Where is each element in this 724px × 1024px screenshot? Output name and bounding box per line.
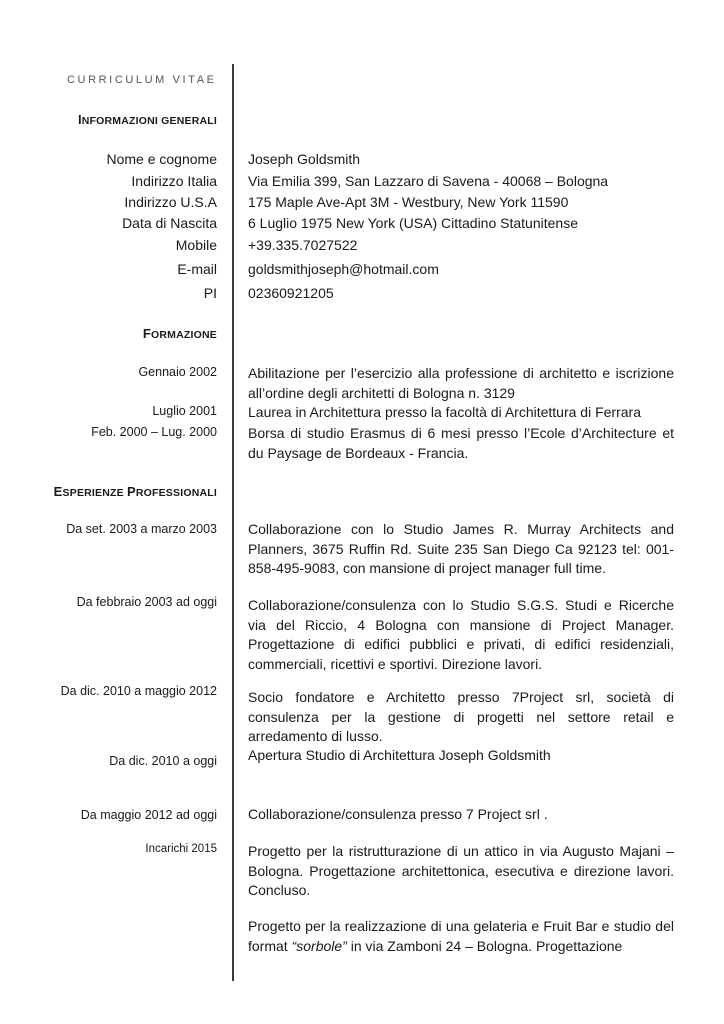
education-text: Borsa di studio Erasmus di 6 mesi presso l’Ecole d’Architecture et du Paysage de Bordeaux - Francia. [248,425,674,461]
experience-text: Collaborazione con lo Studio James R. Murray Architects and Planners, 3675 Ruffin Rd. Suite 235 San Diego Ca 92123 tel: 001-858-495-9083, con mansione di project manager full time. [248,521,674,576]
label-mobile: Mobile [175,237,217,253]
heading-rest: ORMAZIONE [151,329,217,341]
section-heading-general [78,112,217,127]
experience-text: Apertura Studio di Architettura Joseph Goldsmith [248,747,551,763]
experience-text: Collaborazione/consulenza con lo Studio S.G.S. Studi e Ricerche via del Riccio, 4 Bologna con mansione di Project Manager. Progettazione di edifici pubblici e privati, di edifici residenziali, commerciali, ricettivi e sportivi. Direzione lavori. [248,597,674,672]
experience-date: Da dic. 2010 a oggi [109,754,217,768]
label-birth: Data di Nascita [122,215,217,231]
heading-rest: ROFESSIONALI [135,487,217,499]
value-address-italy: Via Emilia 399, San Lazzaro di Savena - 40068 – Bologna [248,173,609,189]
last-project-format-name: “sorbole” [291,937,347,954]
vertical-divider [232,64,234,981]
heading-initial: I [77,112,82,127]
experience-date: Da febbraio 2003 ad oggi [76,595,217,609]
heading-initial: E [53,484,63,499]
education-text: Abilitazione per l’esercizio alla professione di architetto e iscrizione all’ordine degli architetti di Bologna n. 3129 [248,365,674,401]
education-date: Luglio 2001 [152,404,217,418]
education-date: Gennaio 2002 [138,365,217,379]
label-pi: PI [203,285,217,301]
section-heading-experience [54,484,217,499]
last-project-text-start: Progetto per la realizzazione di una gelateria e Fruit Bar e studio del format [248,918,674,954]
document-title: CURRICULUM VITAE [67,74,217,86]
experience-text: Socio fondatore e Architetto presso 7Project srl, società di consulenza per la gestione di progetti nel settore retail e arredamento di lusso. [248,689,674,744]
experience-text: Progetto per la ristrutturazione di un attico in via Augusto Majani – Bologna. Progettazione architettonica, esecutiva e direzione lavori. Concluso. [248,843,674,898]
experience-date: Da set. 2003 a marzo 2003 [66,522,217,536]
section-heading-education [143,326,217,341]
education-date: Feb. 2000 – Lug. 2000 [91,425,217,439]
label-address-usa: Indirizzo U.S.A [124,194,217,210]
value-email: goldsmithjoseph@hotmail.com [248,261,439,277]
education-text: Laurea in Architettura presso la facoltà di Architettura di Ferrara [248,404,641,420]
experience-date: Da maggio 2012 ad oggi [80,808,217,822]
experience-date: Da dic. 2010 a maggio 2012 [60,684,217,698]
last-project-text-end: in via Zamboni 24 – Bologna. Progettazione [346,937,623,954]
heading-rest: NFORMAZIONI GENERALI [81,115,217,127]
value-birth: 6 Luglio 1975 New York (USA) Cittadino Statunitense [248,215,578,231]
heading-initial: F [142,326,152,341]
heading-rest: SPERIENZE [62,487,127,499]
experience-text-last [248,917,674,956]
label-name: Nome e cognome [106,151,217,167]
value-pi: 02360921205 [248,285,334,301]
value-address-usa: 175 Maple Ave-Apt 3M - Westbury, New York 11590 [248,194,569,210]
experience-text: Collaborazione/consulenza presso 7 Project srl . [248,806,548,822]
value-mobile: +39.335.7027522 [248,237,358,253]
value-name: Joseph Goldsmith [248,151,361,167]
heading-initial: P [126,484,136,499]
experience-date: Incarichi 2015 [145,843,217,855]
label-email: E-mail [177,261,217,277]
label-address-italy: Indirizzo Italia [131,173,217,189]
